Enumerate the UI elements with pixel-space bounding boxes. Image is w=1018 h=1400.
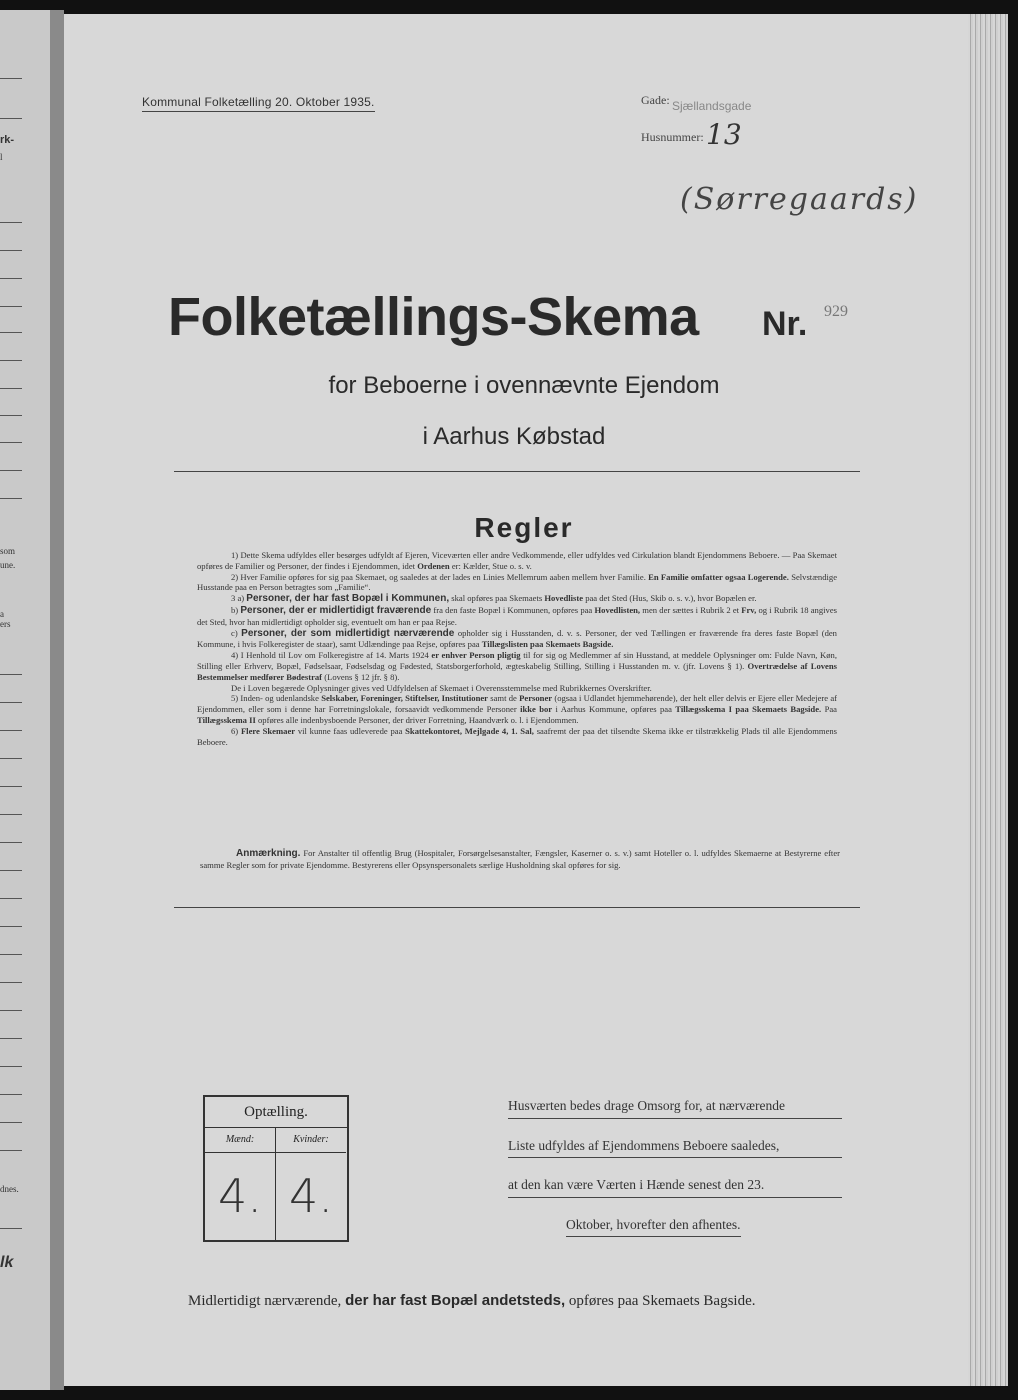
women-label: Kvinder: — [276, 1128, 346, 1153]
left-page-rule — [0, 1066, 22, 1067]
notice-line: Liste udfyldes af Ejendommens Beboere saaledes, — [508, 1135, 842, 1159]
left-page-rule — [0, 1150, 22, 1151]
left-page-fragment: som — [0, 546, 16, 556]
left-page-fragment: une. — [0, 560, 16, 570]
left-page-rule — [0, 870, 22, 871]
left-page-rule — [0, 498, 22, 499]
left-page-rule — [0, 814, 22, 815]
count-title: Optælling. — [205, 1097, 347, 1128]
form-subtitle: for Beboerne i ovennævnte Ejendom — [328, 372, 720, 399]
left-page-rule — [0, 415, 22, 416]
rule-5: 5) Inden- og udenlandske Selskaber, Foreninger, Stiftelser, Institutioner samt de Personer (ogsaa i Udlandet hjemmehørende), der helt eller delvis er Ejere eller Medejere af Ejendommen, eller som i denne har Forretningslokale, forsaavidt vedkommende Personer ikke bor i Aarhus Kommune, opføres paa Tillægsskema I paa Skemaets Bagside. Paa Tillægsskema II opføres alle indenbysboende Personer, der driver Forretning, Haandværk o. l. i Ejendommen. — [197, 693, 837, 725]
left-page-fragment: ers — [0, 619, 11, 629]
street-value: Sjællandsgade — [672, 99, 752, 113]
left-page-rule — [0, 674, 22, 675]
left-page-fragment: a — [0, 609, 4, 619]
rule-3b: b) Personer, der er midlertidigt fraværende fra den faste Bopæl i Kommunen, opføres paa Hovedlisten, men der sættes i Rubrik 2 et Frv, og i Rubrik 18 angives det Sted, hvor han midlertidigt opholder sig, eventuelt om han er paa Rejse. — [197, 604, 837, 627]
form-number-label: Nr. — [762, 305, 808, 343]
divider — [174, 471, 860, 472]
left-page-rule — [0, 1038, 22, 1039]
rules-text — [197, 550, 837, 747]
rule-3c: c) Personer, der som midlertidigt nærværende opholder sig i Husstanden, d. v. s. Personer, der ved Tællingen er fraværende fra deres faste Bopæl (den Kommune, i hvis Folkeregister de staar), samt Udlændinge paa Rejse, opføres paa Tillægslisten paa Skemaets Bagside. — [197, 627, 837, 650]
form-title: Folketællings-Skema — [168, 287, 699, 347]
left-page-rule — [0, 786, 22, 787]
house-number-label: Husnummer: — [641, 130, 704, 144]
left-page-fragment: lk — [0, 1254, 14, 1271]
left-page-rule — [0, 758, 22, 759]
left-page-fragment: dnes. — [0, 1184, 19, 1194]
handwritten-note: (Sørregaards) — [680, 182, 919, 217]
left-page-rule — [0, 1094, 22, 1095]
left-page-rule — [0, 278, 22, 279]
left-page-fragment: rk- — [0, 134, 15, 146]
remark-text: For Anstalter til offentlig Brug (Hospitaler, Forsørgelsesanstalter, Fængsler, Kaserner o. s. v.) samt Hoteller o. l. udfyldes Skemaerne at Bestyrerne efter samme Regler som for private Ejendomme. Bestyrerens eller Opsynspersonalets særlige Husholdning skal opføres for sig. — [200, 848, 840, 870]
left-page-rule — [0, 306, 22, 307]
notice-line: at den kan være Værten i Hænde senest den 23. — [508, 1174, 842, 1198]
left-page-rule — [0, 730, 22, 731]
left-page-rule — [0, 898, 22, 899]
women-column — [276, 1128, 346, 1240]
street-label: Gade: — [641, 93, 670, 107]
census-label: Kommunal Folketælling 20. Oktober 1935. — [142, 95, 375, 112]
left-page-rule — [0, 118, 22, 119]
page-stack-edge — [968, 14, 1008, 1386]
left-page-rule — [0, 1228, 22, 1229]
left-page-rule — [0, 702, 22, 703]
notice-line: Oktober, hvorefter den afhentes. — [566, 1214, 741, 1238]
landlord-notice — [508, 1095, 842, 1253]
left-page-rule — [0, 78, 22, 79]
left-page-rule — [0, 222, 22, 223]
left-page-rule — [0, 1010, 22, 1011]
left-page-rule — [0, 332, 22, 333]
rule-2: 2) Hver Familie opføres for sig paa Skemaet, og saaledes at der lades en Linies Mellemrum aaben mellem hver Familie. En Familie omfatter ogsaa Logerende. Selvstændige Husstande paa en Person betragtes som „Familie“. — [197, 571, 838, 593]
house-number-value: 13 — [706, 118, 742, 151]
left-page-edge — [0, 10, 52, 1390]
left-page-fragment: l — [0, 152, 3, 162]
rule-3a: 3 a) Personer, der har fast Bopæl i Kommunen, skal opføres paa Skemaets Hovedliste paa det Sted (Hus, Skib o. s. v.), hvor Bopælen er. — [231, 593, 757, 605]
left-page-rule — [0, 470, 22, 471]
divider — [174, 907, 860, 908]
book-gutter — [50, 10, 64, 1390]
men-count: 4. — [218, 1169, 262, 1223]
left-page-rule — [0, 1122, 22, 1123]
notice-line: Husværten bedes drage Omsorg for, at nærværende — [508, 1095, 842, 1119]
left-page-rule — [0, 954, 22, 955]
form-number-value: 929 — [824, 303, 848, 320]
remark — [200, 848, 840, 871]
men-label: Mænd: — [205, 1128, 275, 1153]
left-page-rule — [0, 982, 22, 983]
count-box — [203, 1095, 349, 1242]
left-page-rule — [0, 926, 22, 927]
left-page-rule — [0, 250, 22, 251]
rule-6: 6) Flere Skemaer vil kunne faas udleverede paa Skattekontoret, Mejlgade 4, 1. Sal, saafremt der paa det tilsendte Skema ikke er tilstrækkelig Plads til alle Ejendommens Beboere. — [197, 725, 838, 747]
men-column — [205, 1128, 276, 1240]
form-subtitle-location: i Aarhus Købstad — [422, 423, 606, 450]
rule-4: 4) I Henhold til Lov om Folkeregistre af 14. Marts 1924 er enhver Person pligtig til for sig og Medlemmer af sin Husstand, at meddele Oplysninger om: Fulde Navn, Køn, Stilling eller Erhverv, Bopæl, Fødselsaar, Fødselsdag og Fødested, Statsborgerforhold, ægteskabelig Stilling, Stilling i Husstanden m. v. (jfr. Lovens § 1). Overtrædelse af Lovens Bestemmelser medfører Bødestraf (Lovens § 12 jfr. § 8). — [197, 650, 837, 682]
left-page-rule — [0, 360, 22, 361]
rules-heading: Regler — [474, 512, 574, 543]
left-page-rule — [0, 842, 22, 843]
remark-label: Anmærkning. — [236, 848, 301, 859]
women-count: 4. — [289, 1169, 333, 1223]
rule-4b: De i Loven begærede Oplysninger gives ved Udfyldelsen af Skemaet i Overensstemmelse med Rubrikkernes Overskrifter. — [231, 682, 652, 693]
rule-1: 1) Dette Skema udfyldes eller besørges udfyldt af Ejeren, Viceværten eller andre Vedkommende, eller udfyldes ved Cirkulation blandt Ejendommens Beboere. — Paa Skemaet opføres de Familier og Personer, der findes i Ejendommen, idet Ordenen er: Kælder, Stue o. s. v. — [197, 550, 837, 571]
footer-note: Midlertidigt nærværende, der har fast Bopæl andetsteds, opføres paa Skemaets Bagside. — [188, 1292, 756, 1309]
